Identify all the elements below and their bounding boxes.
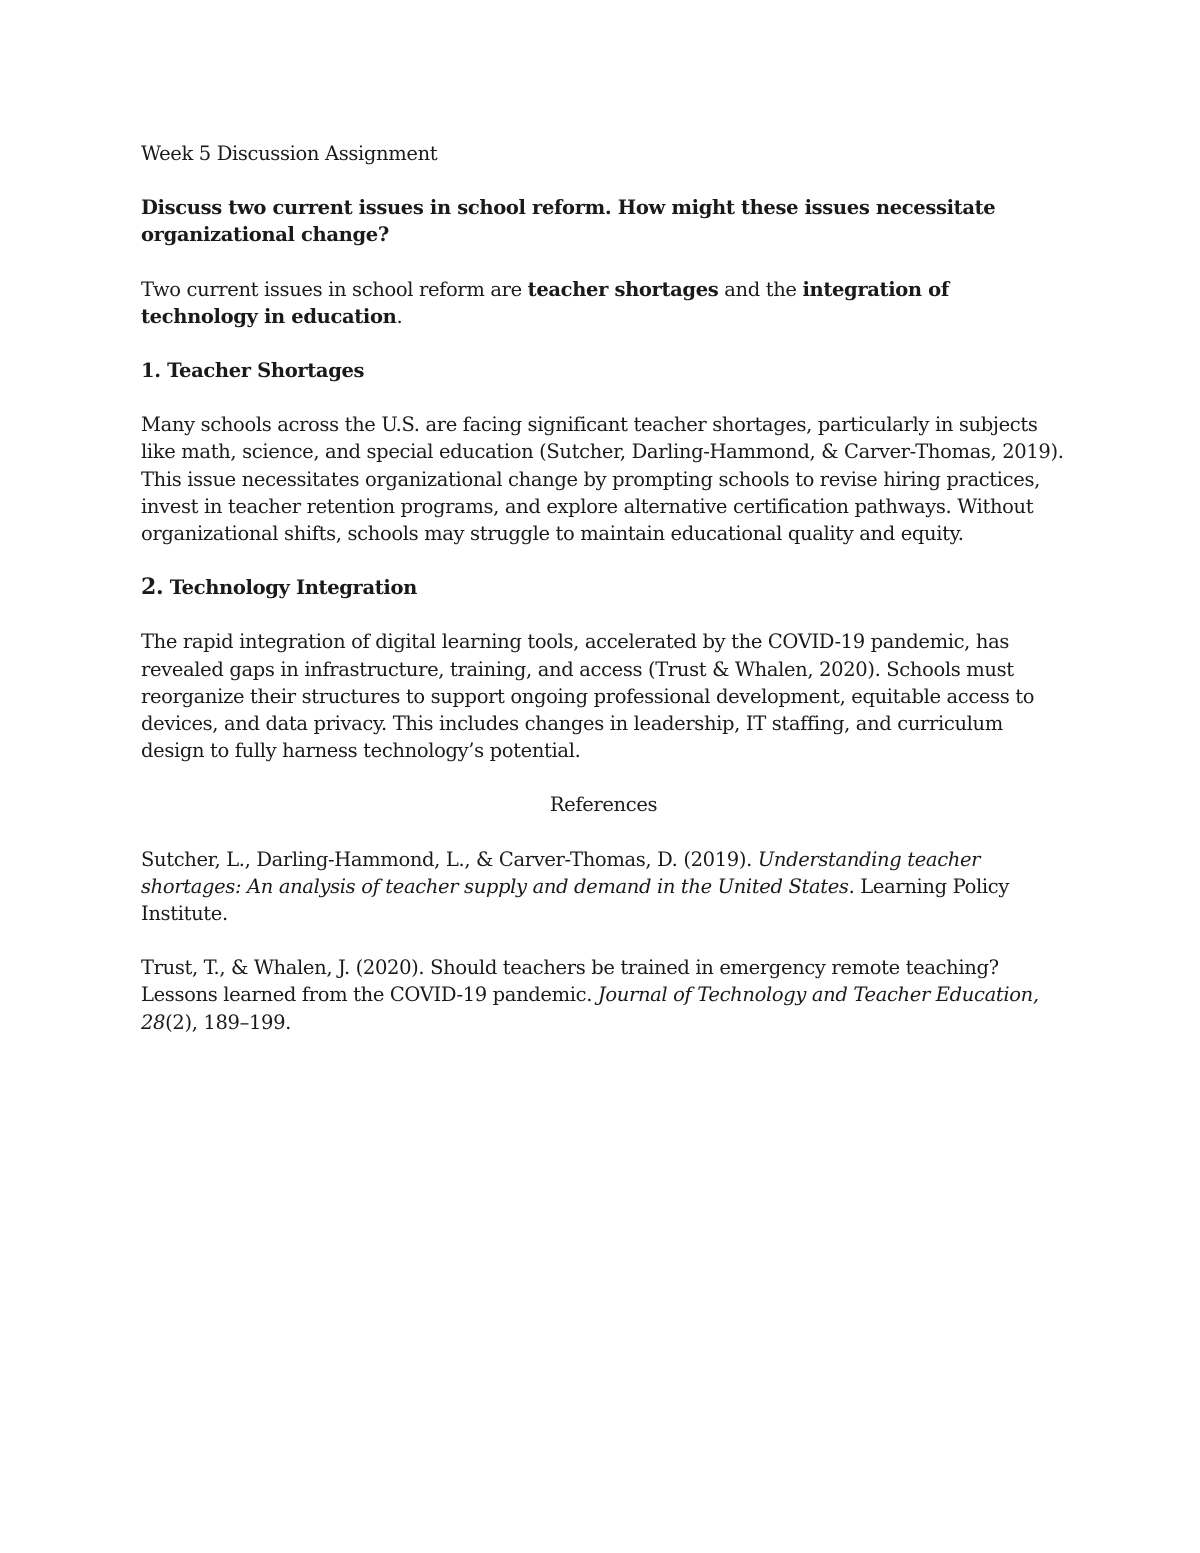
section2-body: The rapid integration of digital learning tools, accelerated by the COVID-19 pandemic, has revealed gaps in infrastructure, training, and access (Trust & Whalen, 2020). Schools must reorganize their structures to support ongoing professional development, equitable access to devices, and data privacy. This includes changes in leadership, IT staffing, and curriculum design to fully harness technology’s potential.: [141, 630, 1035, 763]
section2-number: 2.: [141, 574, 164, 601]
reference-lead: Trust, T., & Whalen, J. (2020). Should teachers be trained in emergency remote teaching? Lessons learned from the COVID-19 pandemic.: [141, 956, 999, 1007]
document-page: [141, 140, 1066, 1036]
reference-lead: Sutcher, L., Darling-Hammond, L., & Carver-Thomas, D. (2019).: [141, 847, 758, 871]
intro-text-after: .: [396, 304, 403, 328]
intro-bold-technology: integration of technology in education: [141, 277, 949, 328]
section2-heading: [141, 574, 1066, 601]
reference-italic: Understanding teacher shortages: An analysis of teacher supply and demand in the United States: [141, 847, 981, 898]
assignment-prompt: Discuss two current issues in school reform. How might these issues necessitate organizational change?: [141, 196, 996, 247]
section1-body: Many schools across the U.S. are facing significant teacher shortages, particularly in subjects like math, science, and special education (Sutcher, Darling-Hammond, & Carver-Thomas, 2019). This issue necessitates organizational change by prompting schools to revise hiring practices, invest in teacher retention programs, and explore alternative certification pathways. Without organizational shifts, schools may struggle to maintain educational quality and equity.: [141, 413, 1064, 546]
intro-bold-teacher-shortages: teacher shortages: [527, 277, 719, 301]
reference-item: [141, 954, 1066, 1036]
reference-item: [141, 846, 1066, 928]
document-title: Week 5 Discussion Assignment: [141, 142, 438, 165]
intro-text-before: Two current issues in school reform are: [141, 277, 528, 301]
section1-heading: 1. Teacher Shortages: [141, 359, 365, 383]
reference-italic: Journal of Technology and Teacher Education, 28: [141, 983, 1039, 1034]
reference-tail: (2), 189–199.: [165, 1010, 291, 1034]
intro-paragraph: [141, 276, 1066, 330]
section2-heading-text: Technology Integration: [163, 576, 417, 600]
references-title: References: [549, 793, 658, 817]
reference-tail: . Learning Policy Institute.: [141, 874, 1009, 926]
intro-text-middle: and the: [718, 277, 803, 301]
